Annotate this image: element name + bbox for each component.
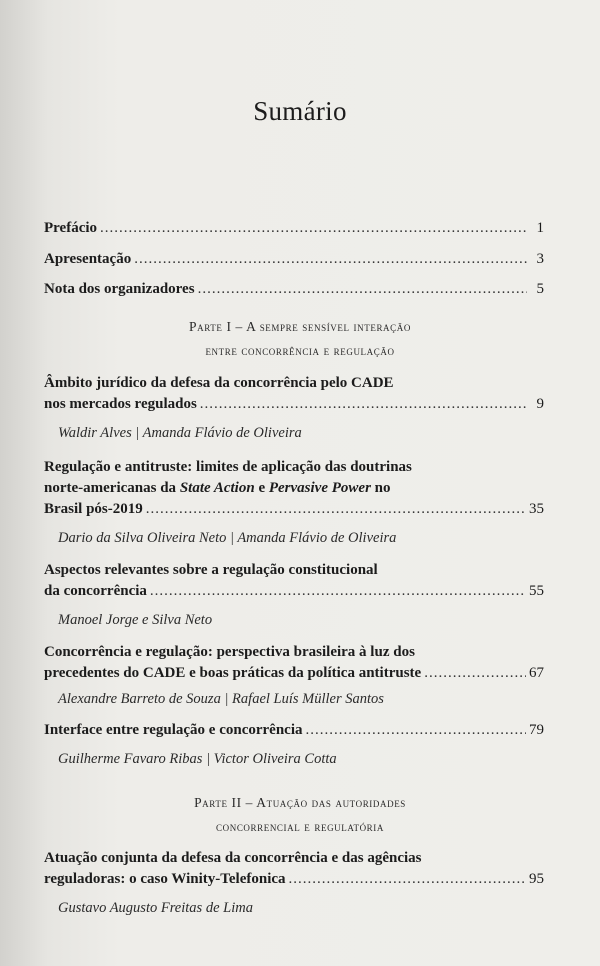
chapter-title-line: Brasil pós-2019 (44, 501, 143, 517)
chapter-title-line: nos mercados regulados (44, 396, 197, 412)
toc-chapter-4[interactable] (44, 642, 544, 684)
chapter-title-line: Aspectos relevantes sobre a regulação constitucional (44, 562, 378, 578)
toc-entry-prefacio[interactable] (44, 218, 544, 239)
chapter-authors: Dario da Silva Oliveira Neto | Amanda Flávio de Oliveira (58, 530, 397, 546)
toc-page-number: 5 (536, 281, 544, 297)
toc-chapter-1[interactable] (44, 373, 544, 415)
leader-dots (200, 394, 527, 415)
chapter-authors: Gustavo Augusto Freitas de Lima (58, 900, 253, 916)
toc-entry-label: Prefácio (44, 220, 98, 236)
toc-entry-label: Nota dos organizadores (44, 281, 195, 297)
toc-entry-label: Apresentação (44, 251, 132, 267)
toc-chapter-3[interactable] (44, 560, 544, 602)
part-heading-1 (0, 315, 600, 363)
chapter-title-line: Regulação e antitruste: limites de aplicação das doutrinas (44, 459, 412, 475)
toc-page-number: 55 (529, 583, 544, 599)
chapter-title-line: Âmbito jurídico da defesa da concorrência pelo CADE (44, 375, 394, 391)
toc-page-number: 79 (529, 722, 544, 738)
toc-chapter-6[interactable] (44, 848, 544, 890)
leader-dots (146, 499, 526, 520)
toc-page-number: 95 (529, 871, 544, 887)
chapter-authors: Manoel Jorge e Silva Neto (58, 612, 213, 628)
leader-dots (198, 279, 527, 300)
chapter-authors: Alexandre Barreto de Souza | Rafael Luís Müller Santos (58, 691, 384, 707)
chapter-title-line: norte-americanas da State Action e Pervasive Power no (44, 480, 391, 496)
leader-dots (150, 581, 526, 602)
part-heading-line: entre concorrência e regulação (205, 343, 395, 358)
chapter-title-line: da concorrência (44, 583, 147, 599)
toc-page-number: 1 (536, 220, 544, 236)
part-heading-line: Parte II – Atuação das autoridades (194, 795, 406, 810)
chapter-authors: Waldir Alves | Amanda Flávio de Oliveira (58, 425, 302, 441)
leader-dots (100, 218, 527, 239)
page-title: Sumário (253, 96, 347, 126)
part-heading-2 (0, 791, 600, 839)
leader-dots (289, 869, 526, 890)
chapter-title-line: precedentes do CADE e boas práticas da política antitruste (44, 665, 422, 681)
toc-chapter-2[interactable] (44, 457, 544, 520)
toc-entry-nota[interactable] (44, 279, 544, 300)
toc-page-number: 9 (536, 396, 544, 412)
leader-dots (306, 720, 526, 741)
toc-page-number: 35 (529, 501, 544, 517)
part-heading-line: Parte I – A sempre sensível interação (189, 319, 411, 334)
toc-page-number: 67 (529, 665, 544, 681)
chapter-title-line: Concorrência e regulação: perspectiva brasileira à luz dos (44, 644, 415, 660)
toc-entry-apresentacao[interactable] (44, 249, 544, 270)
chapter-title-line: Interface entre regulação e concorrência (44, 722, 303, 738)
leader-dots (134, 249, 527, 270)
toc-page-number: 3 (536, 251, 544, 267)
chapter-title-line: reguladoras: o caso Winity-Telefonica (44, 871, 286, 887)
leader-dots (424, 663, 526, 684)
toc-chapter-5[interactable] (44, 720, 544, 741)
chapter-title-line: Atuação conjunta da defesa da concorrência e das agências (44, 850, 422, 866)
chapter-authors: Guilherme Favaro Ribas | Victor Oliveira Cotta (58, 751, 337, 767)
part-heading-line: concorrencial e regulatória (216, 819, 384, 834)
